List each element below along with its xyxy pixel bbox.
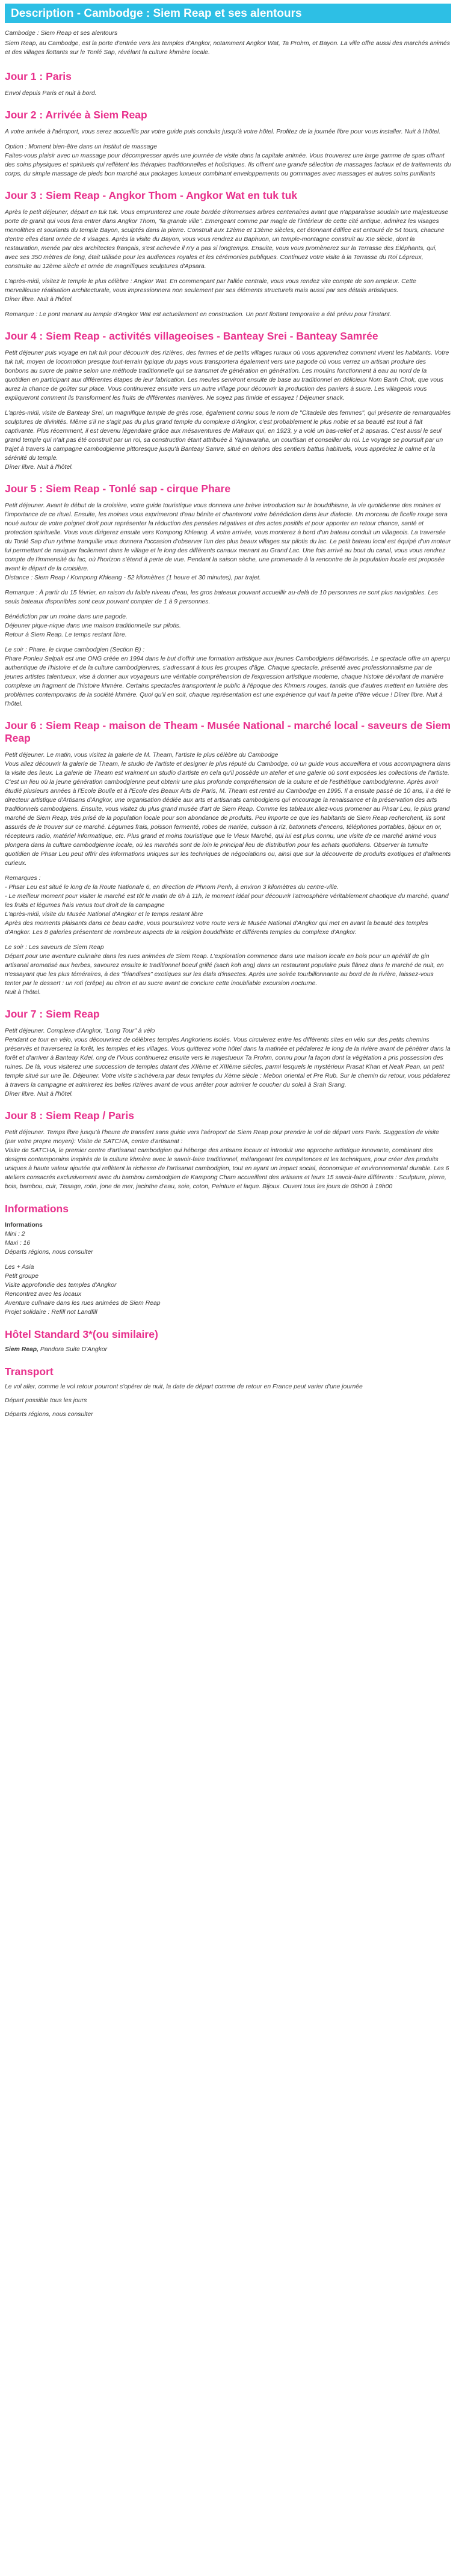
info-line: Rencontrez avec les locaux — [5, 1291, 82, 1298]
day-paragraph: L'après-midi, visite de Banteay Srei, un magnifique temple de grès rose, également connu sous le nom de "Citadelle des femmes", qui présente de remarquables sculptures de divinités. Même s'il ne s'agit pas du plus grand temple du complexe d'Angkor, c'est probablement le plus noble et sa beauté est tout à fait captivante. Plus récemment, il est devenu légendaire grâce aux mésaventures de Malraux qui, en 1923, y a volé un bas-relief et 2 apsaras. C'est aussi le seul grand temple qui n'ait pas été construit par un roi, sa construction étant attribuée à Yajnavaraha, un courtisan et conseiller du roi. Le voyage se poursuit par un trajet à travers la campagne cambodgienne pittoresque jusqu'à Banteay Samre, situé en dehors des sentiers battus habituels, vous appréciez le calme et la sérénité du temple. Dîner libre. Nuit à l'hôtel. — [5, 410, 451, 471]
day-title: Jour 3 : Siem Reap - Angkor Thom - Angkor Wat en tuk tuk — [5, 189, 298, 201]
transport-heading: Transport — [5, 1366, 54, 1378]
hotel-city: Siem Reap, — [5, 1346, 39, 1353]
day-paragraph: Option : Moment bien-être dans un institut de massage Faites-vous plaisir avec un massage pour décompresser après une journée de visite dans la capitale animée. Vous trouverez une large gamme de spas offrant des soins physiques et spirituels qui reflètent les thérapies traditionnelles et holistiques. Ils offrent une grande sélection de massages faciaux et de traitements du corps, du simple massage de pieds bon marché aux packages luxueux combinant enveloppements ou gommages avec massages et autres soins purifiants — [5, 144, 451, 177]
day-paragraph: Bénédiction par un moine dans une pagode. Déjeuner pique-nique dans une maison traditionnelle sur pilotis. Retour à Siem Reap. Le temps restant libre. — [5, 614, 181, 638]
hotel-heading: Hôtel Standard 3*(ou similaire) — [5, 1328, 158, 1340]
day-paragraph: Petit déjeuner. Temps libre jusqu'à l'heure de transfert sans guide vers l'aéroport de Siem Reap pour prendre le vol de départ vers Paris. Suggestion de visite (par votre propre moyen): Visite de SATCHA, centre d'artisanat : Visite de SATCHA, le premier centre d'artisanat cambodgien qui héberge des artisans locaux et introduit une approche artistique innovante, combinant des designs contemporains inspirés de la culture khmère avec le savoir-faire traditionnel, mélangeant les compétences et les techniques, pour créer des produits uniques à haute valeur ajoutée qui reflètent la richesse de l'artisanat cambodgien, tout en ayant un impact social, économique et environnemental durable. Les 6 ateliers consacrés exclusivement avec du bambou cambodgien de Kampong Cham accueillent des artisans et leurs 15 savoir-faire différents : Sculpture, pierre, bois, bambou, cuir, Tissage, rotin, jone de mer, jacinthe d'eau, soie, coton, Peinture et laque. Bijoux. Ouvert tous les jours de 09h00 à 19h00 — [5, 1129, 449, 1190]
day-paragraph: Petit déjeuner. Avant le début de la croisière, votre guide touristique vous donnera une brève introduction sur le bouddhisme, la vie quotidienne des moines et l'importance de ce rituel. Ensuite, les moines vous exprimeront d'eau bénite et chanteront votre bénédiction dans leur dialecte. Un morceau de ficelle rouge sera noué autour de votre poignet droit pour représenter la réduction des pensées négatives et des actes positifs et pour apporter en retour chance, santé et protection spirituelle. Vous vous dirigerez ensuite vers Kompong Khleang. À votre arrivée, vous monterez à bord d'un bateau conduit un villageois. La traversée du Tonlé Sap d'un rythme tranquille vous donnera l'occasion d'observer l'un des plus beaux villages sur pilotis du lac. Le petit bateau local est équipé d'un moteur lui permettant de naviguer facilement dans le village et le long des différents canaux menant au Grand Lac. Une fois arrivé au bout du canal, vous vous rendrez compte de l'immensité du lac, où l'horizon s'étend à perte de vue. Pendant la saison sèche, une promenade à la rencontre de la population locale est proposée avant le départ de la croisière. Distance : Siem Reap / Kompong Khleang - 52 kilomètres (1 heure et 30 minutes), par trajet. — [5, 502, 451, 581]
info-line: Maxi : 16 — [5, 1240, 31, 1247]
page-title-banner: Description - Cambodge : Siem Reap et ses alentours — [5, 4, 451, 23]
day-title: Jour 1 : Paris — [5, 70, 72, 82]
info-line: Petit groupe — [5, 1273, 39, 1280]
info-line: Visite approfondie des temples d'Angkor — [5, 1282, 117, 1289]
day-section — [5, 719, 451, 997]
day-paragraph: Remarques : - Phsar Leu est situé le long de la Route Nationale 6, en direction de Phnom Penh, à environ 3 kilomètres du centre-ville. - Le meilleur moment pour visiter le marché est tôt le matin de 6h à 11h, le moment idéal pour découvrir l'atmosphère véritablement chaotique du marché, quand les fruits et légumes frais venus tout droit de la campagne L'après-midi, visite du Musée National d'Angkor et le temps restant libre Après des moments plaisants dans ce beau cadre, vous poursuivrez votre route vers le Musée National d'Angkor qui met en avant la beauté des temples d'Angkor. Les 8 galeries présentent de nombreux aspects de la religion bouddhiste et différents temples du complexe d'Angkor. — [5, 875, 449, 936]
day-paragraph: Petit déjeuner. Complexe d'Angkor, "Long Tour" à vélo Pendant ce tour en vélo, vous découvrirez de célèbres temples Angkoriens isolés. Vous circulerez entre les différents sites en vélo sur des petits chemins préservés et traverserez la forêt, les temples et les villages. Vous quitterez votre hôtel dans la matinée et pédalerez le long de la rivière avant de pénétrer dans la forêt et d'arriver à Banteay Kdei, ong de l'Vous continuerez ensuite vers le majestueux Ta Prohm, connu pour la façon dont la végétation a pris possession des ruines. De là, vous visiterez une succession de temples datant des XIIème et XIIIème siècles, parmi lesquels le mystérieux Prasat Khan et Neak Pean, un petit temple situé sur une île. Déjeuner. Votre visite s'achèvera par deux temples du Xème siècle : Mebon oriental et Pre Rub. Sur le chemin du retour, vous pédalerez à travers la campagne et admirerez les belles rizières avant de vous arrêter pour admirer le coucher du soleil à Srah Srang. Dîner libre. Nuit à l'hôtel. — [5, 1028, 451, 1097]
day-section — [5, 483, 451, 709]
day-paragraph: A votre arrivée à l'aéroport, vous serez accueillis par votre guide puis conduits jusqu'à votre hôtel. Profitez de la journée libre pour vous installer. Nuit à l'hôtel. — [5, 129, 441, 135]
info-line: Départ possible tous les jours — [5, 1397, 87, 1404]
day-paragraph: Petit déjeuner puis voyage en tuk tuk pour découvrir des rizières, des fermes et de petits villages ruraux où vous apprendrez comment vivent les habitants. Votre tuk tuk, moyen de locomotion presque tout-terrain typique du pays vous transportera également vers une pagode où vous verrez un artisan produire des bonbons au sucre de palme selon une méthode traditionnelle qui se transmet de génération en génération. Les moulins fonctionnent à eau au nord de la quotidien en participant aux différentes étapes de leur fabrication. Les meules serviront ensuite de base au traditionnel en délicieux Nom Banh Chok, que vous aurez la chance de goûter sur place. Vous continuerez ensuite vers un autre village pour découvrir la production des paniers à sucre. Les villageois vous expliqueront comment ils transforment les fruits de différentes manières. Ne soyez pas timide et essayez ! Déjeuner snack. — [5, 350, 449, 401]
day-paragraph: Après le petit déjeuner, départ en tuk tuk. Vous emprunterez une route bordée d'immenses arbres centenaires avant que n'apparaisse soudain une majestueuse porte de granit qui vous fera entrer dans Angkor Thom, "la grande ville". Emergeant comme par magie de l'intérieur de cette cité antique, admirez les visages monolithes et souriants du temple Bayon, sculptés dans la pierre. Construit aux 12ème et 13ème siècles, cet étonnant édifice est entouré de 54 tours, chacune d'entre elles étant ornée de 4 visages. Après la visite du Bayon, vous vous rendrez au Baphuon, un temple-montagne construit au XIe siècle, dont la restauration, menée par des architectes français, s'est achevée il n'y a pas si longtemps. Ensuite, vous vous promènerez sur la Terrasse des Éléphants, qui, avec ses 350 mètres de long, était utilisée pour les audiences royales et les cérémonies publiques. Continuez votre visite à la Terrasse du Roi Lépreux, construite au 12ème siècle et ornée de magnifiques sculptures d'Apsara. — [5, 209, 449, 270]
info-line: Mini : 2 — [5, 1231, 25, 1238]
intro-line-2: Siem Reap, au Cambodge, est la porte d'entrée vers les temples d'Angkor, notamment Angkor Wat, Ta Prohm, et Bayon. La ville offre aussi des marchés animés et des villages flottants sur le Tonlé Sap, révélant la culture khmère locale. — [5, 40, 450, 56]
info-line: Projet solidaire : Refill not Landfill — [5, 1309, 97, 1316]
day-paragraph: Remarque : À partir du 15 février, en raison du faible niveau d'eau, les gros bateaux pouvant accueillir au-delà de 10 personnes ne sont plus navigables. Les seuls bateaux disponibles sont ceux pouvant compter de 1 à 9 personnes. — [5, 590, 438, 605]
intro-line-1: Cambodge : Siem Reap et ses alentours — [5, 30, 118, 37]
day-title: Jour 5 : Siem Reap - Tonlé sap - cirque Phare — [5, 483, 231, 495]
intro — [5, 29, 451, 57]
day-title: Jour 2 : Arrivée à Siem Reap — [5, 109, 147, 121]
info-line: Les + Asia — [5, 1264, 34, 1271]
day-section — [5, 109, 451, 179]
day-paragraph: Le soir : Les saveurs de Siem Reap Départ pour une aventure culinaire dans les rues animées de Siem Reap. L'exploration commence dans une maison locale en bois pour un apéritif de gin artisanal aromatisé aux herbes, savourez ensuite le traditionnel boeuf grillé (sach koh ang) dans un restaurant populaire puis flânez dans le marché de nuit, en n'essayant que les plus téméraires, à des "friandises" exotiques sur les étals d'insectes. Après une soirée tourbillonnante au bord de la rivière, laissez-vous tenter par le dessert : un roti (crêpe) au citron et au sucre avant de conclure cette inoubliable excursion nocturne. Nuit à l'hôtel. — [5, 944, 444, 996]
day-section — [5, 1008, 451, 1099]
itinerary — [5, 70, 451, 1191]
day-paragraph: Le soir : Phare, le cirque cambodgien (Section B) : Phare Ponleu Selpak est une ONG créée en 1994 dans le but d'offrir une formation artistique aux jeunes Cambodgiens défavorisés. Le spectacle offre un aperçu authentique de l'histoire et de la culture cambodgiennes, s'adressant à tous les groupes d'âge. Chaque spectacle, présenté avec professionnalisme par de jeunes artistes talentueux, vise à donner aux voyageurs une véritable compréhension de l'expression artistique moderne, chaque histoire dévoilant de manière complexe un fragment de l'histoire khmère. Certains spectacles transportent le public à l'époque des Khmers rouges, tandis que d'autres mettent en lumière des problèmes contemporains de la société khmère. Quoi qu'il en soit, chaque représentation est une expérience qui vaut la peine d'être vécue ! Dîner libre. Nuit à l'hôtel. — [5, 647, 451, 707]
day-title: Jour 6 : Siem Reap - maison de Theam - Musée National - marché local - saveurs de Siem Reap — [5, 719, 451, 744]
day-paragraph: L'après-midi, visitez le temple le plus célèbre : Angkor Wat. En commençant par l'allée centrale, vous vous rendez vite compte de son ampleur. Cette merveilleuse réalisation architecturale, vous impressionnera non seulement par ses éléments structurels mais aussi par ses détails artistiques. Dîner libre. Nuit à l'hôtel. — [5, 278, 416, 303]
day-title: Jour 8 : Siem Reap / Paris — [5, 1109, 134, 1122]
day-title: Jour 4 : Siem Reap - activités villageoises - Banteay Srei - Banteay Samrée — [5, 330, 378, 342]
hotel-section — [5, 1330, 451, 1354]
day-section — [5, 70, 451, 98]
informations-section — [5, 1204, 451, 1317]
day-section — [5, 330, 451, 472]
transport-section — [5, 1367, 451, 1419]
info-line: Aventure culinaire dans les rues animées de Siem Reap — [5, 1300, 161, 1307]
day-title: Jour 7 : Siem Reap — [5, 1008, 100, 1020]
informations-heading: Informations — [5, 1203, 69, 1215]
page — [0, 4, 456, 1419]
day-paragraph: Petit déjeuner. Le matin, vous visitez la galerie de M. Theam, l'artiste le plus célèbre du Cambodge Vous allez découvrir la galerie de Theam, le studio de l'artiste et designer le plus réputé du Cambodge, où un guide vous accueillera et vous accompagnera dans la visite des lieux. La galerie de Theam est vraiment un studio d'artiste en cela qu'il possède un atelier et une galerie où sont exposées les collections de l'artiste. C'est un lieu où la jeune génération cambodgienne peut obtenir une plus profonde compréhension de la culture et de l'esthétique cambodgienne. Après avoir étudié plusieurs années à l'Ecole Boulle et à l'Ecole des Beaux Arts de Paris, M. Theam est rentré au Cambodge en 1995. Il a ensuite passé de 10 ans, il a été le directeur artistique d'Artisans d'Angkor, une organisation dédiée aux arts et artisanats cambodgiens qui encourage la renaissance et la préservation des arts traditionnels cambodgiens. Ensuite, vous visitez du plus grand musée d'art de Siem Reap. Comme les tableaux allez-vous promener au Phsar Leu, le plus grand marché de Siem Reap, très prisé de la population locale pour son abondance de produits. Peu importe ce que les habitants de Siem Reap recherchent, ils sont assurés de le trouver sur ce marché. Légumes frais, poisson fermenté, robes de mariée, cuisson à riz, batonnets d'encens, téléphones portables, bijoux en or, récepteurs radio, matériel informatique, etc. Plus grand et moins touristique que le Vieux Marché, qui lui est plus connu, une visite de ce marché animé vous plongera dans la culture cambodgienne locale, où les marchés sont de loin le principal lieu de distribution pour les achats quotidiens. Observer la tumulte quotidien de Phsar Leu peut offrir des informations uniques sur les techniques de négociations ou, ainsi que sur la découverte de produits exotiques et d'aliments curieux. — [5, 752, 451, 867]
transport-text: Le vol aller, comme le vol retour pourront s'opérer de nuit, la date de départ comme de retour en France peut varier d'une journée — [5, 1384, 363, 1390]
hotel-name: Pandora Suite D'Angkor — [40, 1346, 108, 1353]
info-line: Départs régions, nous consulter — [5, 1411, 93, 1418]
day-paragraph: Envol depuis Paris et nuit à bord. — [5, 90, 97, 97]
info-line: Départs régions, nous consulter — [5, 1249, 93, 1256]
day-paragraph: Remarque : Le pont menant au temple d'Angkor Wat est actuellement en construction. Un pont flottant temporaire a été prévu pour l'instant. — [5, 311, 392, 318]
informations-subheading: Informations — [5, 1222, 43, 1228]
hotel-line — [5, 1345, 451, 1354]
day-section — [5, 189, 451, 319]
day-section — [5, 1109, 451, 1191]
